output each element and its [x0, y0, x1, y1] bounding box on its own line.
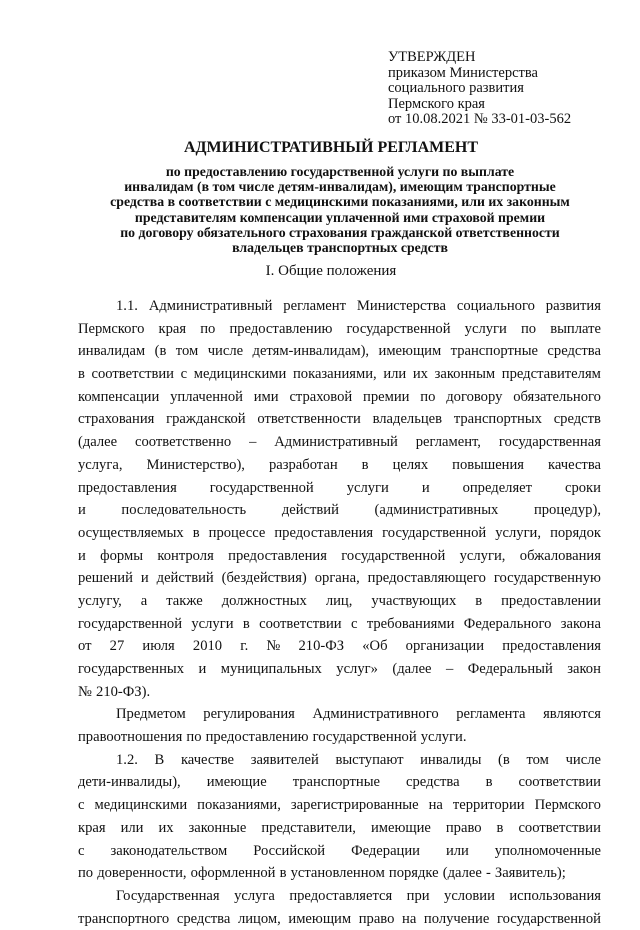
subtitle-line: по предоставлению государственной услуги по выплате	[165, 164, 515, 179]
section-heading: I. Общие положения	[265, 263, 397, 279]
approval-line: приказом Министерства	[388, 64, 538, 81]
body-line: осуществляемых в процессе предоставления государственной услуги, порядок	[78, 524, 601, 541]
approval-line: от 10.08.2021 № 33-01-03-562	[388, 111, 572, 127]
body-line: правоотношения по предоставлению государственной услуги.	[78, 729, 467, 746]
body-line: услугу, а также должностных лиц, участвующих в предоставлении	[78, 592, 601, 609]
body-line: края или их законные представители, имеющие право в соответствии	[78, 819, 601, 836]
body-line: от 27 июля 2010 г. № 210-ФЗ «Об организации предоставления	[78, 638, 601, 655]
body-line: услуга, Министерство), разработан в целях повышения качества	[78, 456, 601, 473]
body-line: 1.1. Административный регламент Министерства социального развития	[116, 298, 601, 314]
body-line: государственных и муниципальных услуг» (далее – Федеральный закон	[78, 661, 601, 677]
body-line: с медицинскими показаниями, зарегистрированные на территории Пермского	[78, 797, 601, 814]
subtitle-line: владельцев транспортных средств	[232, 240, 448, 256]
body-line: по доверенности, оформленной в установленном порядке (далее - Заявитель);	[78, 865, 566, 882]
body-line: страхования гражданской ответственности владельцев транспортных средств	[78, 411, 601, 428]
body-line: и последовательность действий (административных процедур),	[78, 502, 601, 519]
body-line: (далее соответственно – Административный регламент, государственная	[78, 434, 601, 451]
subtitle-line: по договору обязательного страхования гражданской ответственности	[120, 224, 560, 240]
body-line: и формы контроля предоставления государственной услуги, обжалования	[78, 547, 601, 564]
body-text	[78, 295, 601, 930]
approval-stamp	[388, 50, 628, 128]
body-line: решений и действий (бездействия) органа, предоставляющего государственную	[78, 570, 601, 587]
document-subtitle	[80, 164, 600, 255]
body-line: № 210-ФЗ).	[78, 683, 151, 700]
body-line: дети-инвалиды), имеющие транспортные средства в соответствии	[78, 774, 601, 791]
subtitle-line: представителям компенсации уплаченной ими страховой премии	[134, 209, 546, 225]
body-line: Государственная услуга предоставляется при условии использования	[116, 887, 601, 904]
approval-line: Пермского края	[388, 95, 485, 112]
body-line: предоставления государственной услуги и определяет сроки	[78, 479, 601, 496]
body-line: Предметом регулирования Административного регламента являются	[116, 706, 601, 723]
body-line: инвалидам (в том числе детям-инвалидам), имеющим транспортные средства	[78, 343, 601, 360]
body-line: транспортного средства лицом, имеющим право на получение государственной	[78, 910, 601, 927]
approval-line: УТВЕРЖДЕН	[388, 49, 476, 65]
body-line: 1.2. В качестве заявителей выступают инвалиды (в том числе	[116, 751, 601, 768]
subtitle-line: инвалидам (в том числе детям-инвалидам), имеющим транспортные	[124, 179, 556, 195]
subtitle-line: средства в соответствии с медицинскими показаниями, или их законным	[110, 194, 570, 210]
body-line: Пермского края по предоставлению государственной услуги по выплате	[78, 320, 601, 337]
body-line: компенсации уплаченной ими страховой премии по договору обязательного	[78, 388, 601, 405]
approval-line: социального развития	[388, 80, 524, 96]
body-line: государственной услуги в соответствии с требованиями Федерального закона	[78, 615, 601, 632]
body-line: в соответствии с медицинскими показаниями, или их законным представителям	[78, 366, 601, 383]
document-title: АДМИНИСТРАТИВНЫЙ РЕГЛАМЕНТ	[183, 139, 479, 156]
body-line: с законодательством Российской Федерации или уполномоченные	[78, 842, 601, 859]
